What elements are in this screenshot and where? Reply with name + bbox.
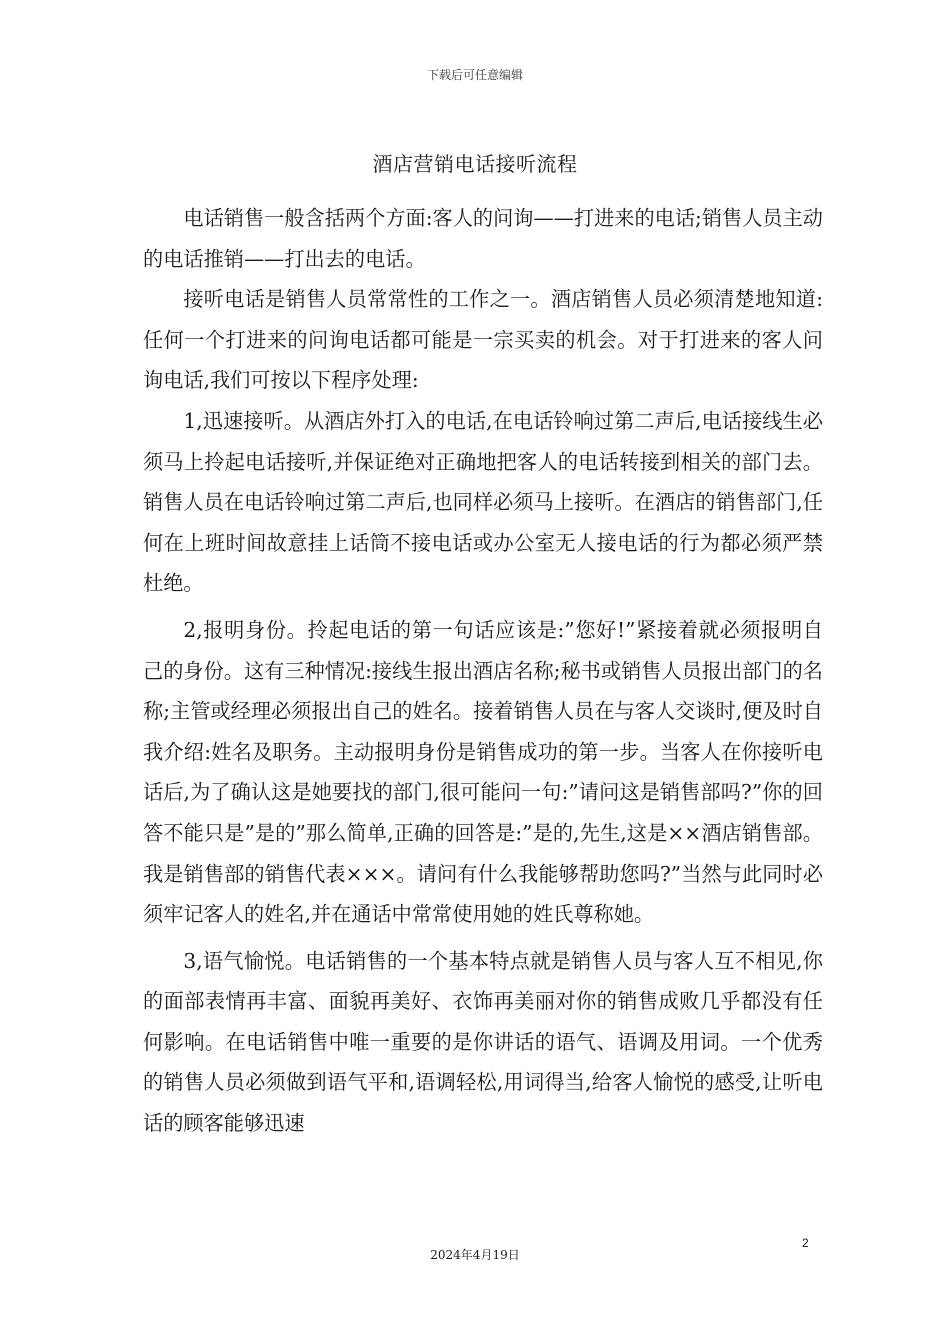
- paragraph-intro: 电话销售一般含括两个方面:客人的问询——打进来的电话;销售人员主动的电话推销——打出去的电话。: [143, 206, 823, 271]
- paragraph-answering: 接听电话是销售人员常常性的工作之一。酒店销售人员必须清楚地知道:任何一个打进来的问询电话都可能是一宗买卖的机会。对于打进来的客人问询电话,我们可按以下程序处理:: [143, 287, 823, 393]
- paragraph-step-3: 3,语气愉悦。电话销售的一个基本特点就是销售人员与客人互不相见,你的面部表情再丰富、面貌再美好、衣饰再美丽对你的销售成败几乎都没有任何影响。在电话销售中唯一重要的是你讲话的语气、语调及用词。一个优秀的销售人员必须做到语气平和,语调轻松,用词得当,给客人愉悦的感受,让听电话的顾客能够迅速: [143, 948, 823, 1136]
- page-number: 2: [802, 1236, 809, 1250]
- paragraph-step-1: 1,迅速接听。从酒店外打入的电话,在电话铃响过第二声后,电话接线生必须马上拎起电话接听,并保证绝对正确地把客人的电话转接到相关的部门去。销售人员在电话铃响过第二声后,也同样必须马上接听。在酒店的销售部门,任何在上班时间故意挂上话筒不接电话或办公室无人接电话的行为都必须严禁杜绝。: [143, 408, 823, 596]
- header-note: 下载后可任意编辑: [426, 68, 523, 82]
- footer-date: 2024年4月19日: [430, 1248, 520, 1262]
- paragraph-step-2: 2,报明身份。拎起电话的第一句话应该是:”您好!”紧接着就必须报明自己的身份。这有三种情况:接线生报出酒店名称;秘书或销售人员报出部门的名称;主管或经理必须报出自己的姓名。接着销售人员在与客人交谈时,便及时自我介绍:姓名及职务。主动报明身份是销售成功的第一步。当客人在你接听电话后,为了确认这是她要找的部门,很可能问一句:”请问这是销售部吗?”你的回答不能只是”是的”那么简单,正确的回答是:”是的,先生,这是××酒店销售部。我是销售部的销售代表×××。请问有什么我能够帮助您吗?”当然与此同时必须牢记客人的姓名,并在通话中常常使用她的姓氏尊称她。: [143, 617, 823, 927]
- document-title: 酒店营销电话接听流程: [372, 152, 578, 176]
- document-body: [143, 198, 823, 1144]
